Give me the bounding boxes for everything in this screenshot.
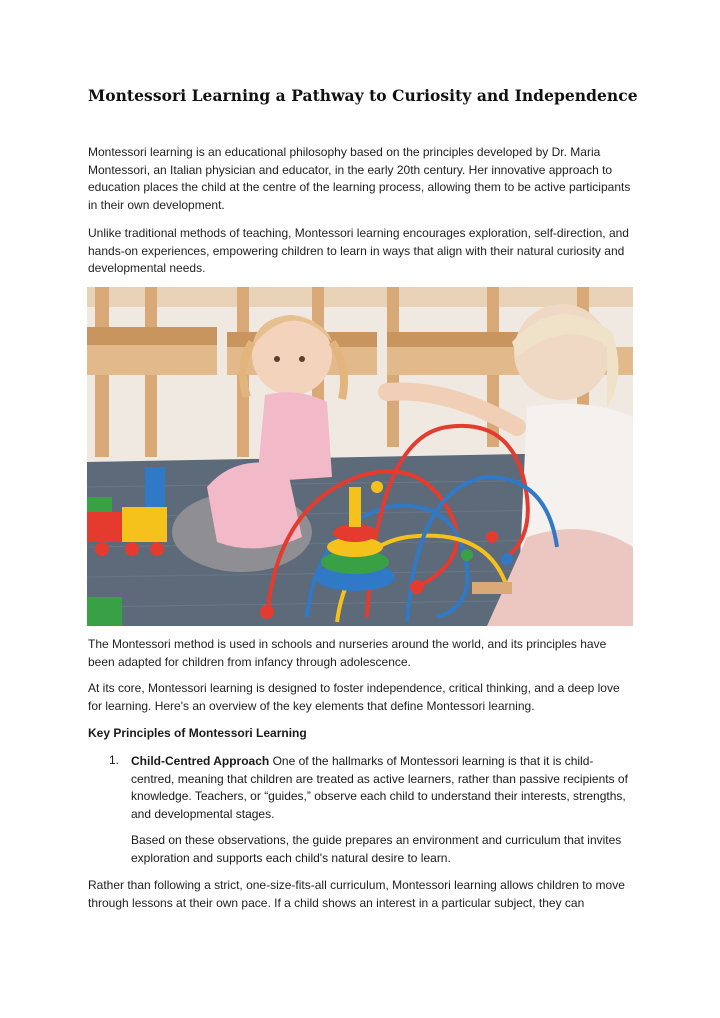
list-number: 1.	[109, 753, 120, 767]
children-playing-photo	[87, 287, 633, 626]
list-item-term: Child-Centred Approach	[131, 754, 270, 768]
paragraph: At its core, Montessori learning is designed to foster independence, critical thinking, and a deep love for learning. Here's an overview of the key elements that define Montessori learning.	[88, 681, 620, 713]
paragraph: Montessori learning is an educational philosophy based on the principles developed by Dr. Maria Montessori, an Italian physician and educator, in the early 20th century. Her innovative approach to education places the child at the centre of the learning process, allowing them to be active participants in their own development.	[88, 145, 631, 212]
section-heading: Key Principles of Montessori Learning	[88, 726, 307, 740]
paragraph: Rather than following a strict, one-size-fits-all curriculum, Montessori learning allows children to move through lessons at their own pace. If a child shows an interest in a particular subject, they can	[88, 878, 625, 910]
page-title: Montessori Learning a Pathway to Curiosity and Independence	[88, 86, 638, 105]
list-item	[131, 753, 636, 823]
list-item-followup: Based on these observations, the guide prepares an environment and curriculum that invites exploration and supports each child's natural desire to learn.	[131, 833, 622, 865]
list-item-text: One of the hallmarks of Montessori learning is that it is child-centred, meaning that children are treated as active learners, rather than passive recipients of knowledge. Teachers, or “guides,” observe each child to understand their interests, strengths, and developmental stages.	[131, 754, 628, 821]
paragraph: Unlike traditional methods of teaching, Montessori learning encourages exploration, self-direction, and hands-on experiences, empowering children to learn in ways that align with their natural curiosity and developmental needs.	[88, 226, 629, 276]
paragraph: The Montessori method is used in schools and nurseries around the world, and its principles have been adapted for children from infancy through adolescence.	[88, 637, 607, 669]
